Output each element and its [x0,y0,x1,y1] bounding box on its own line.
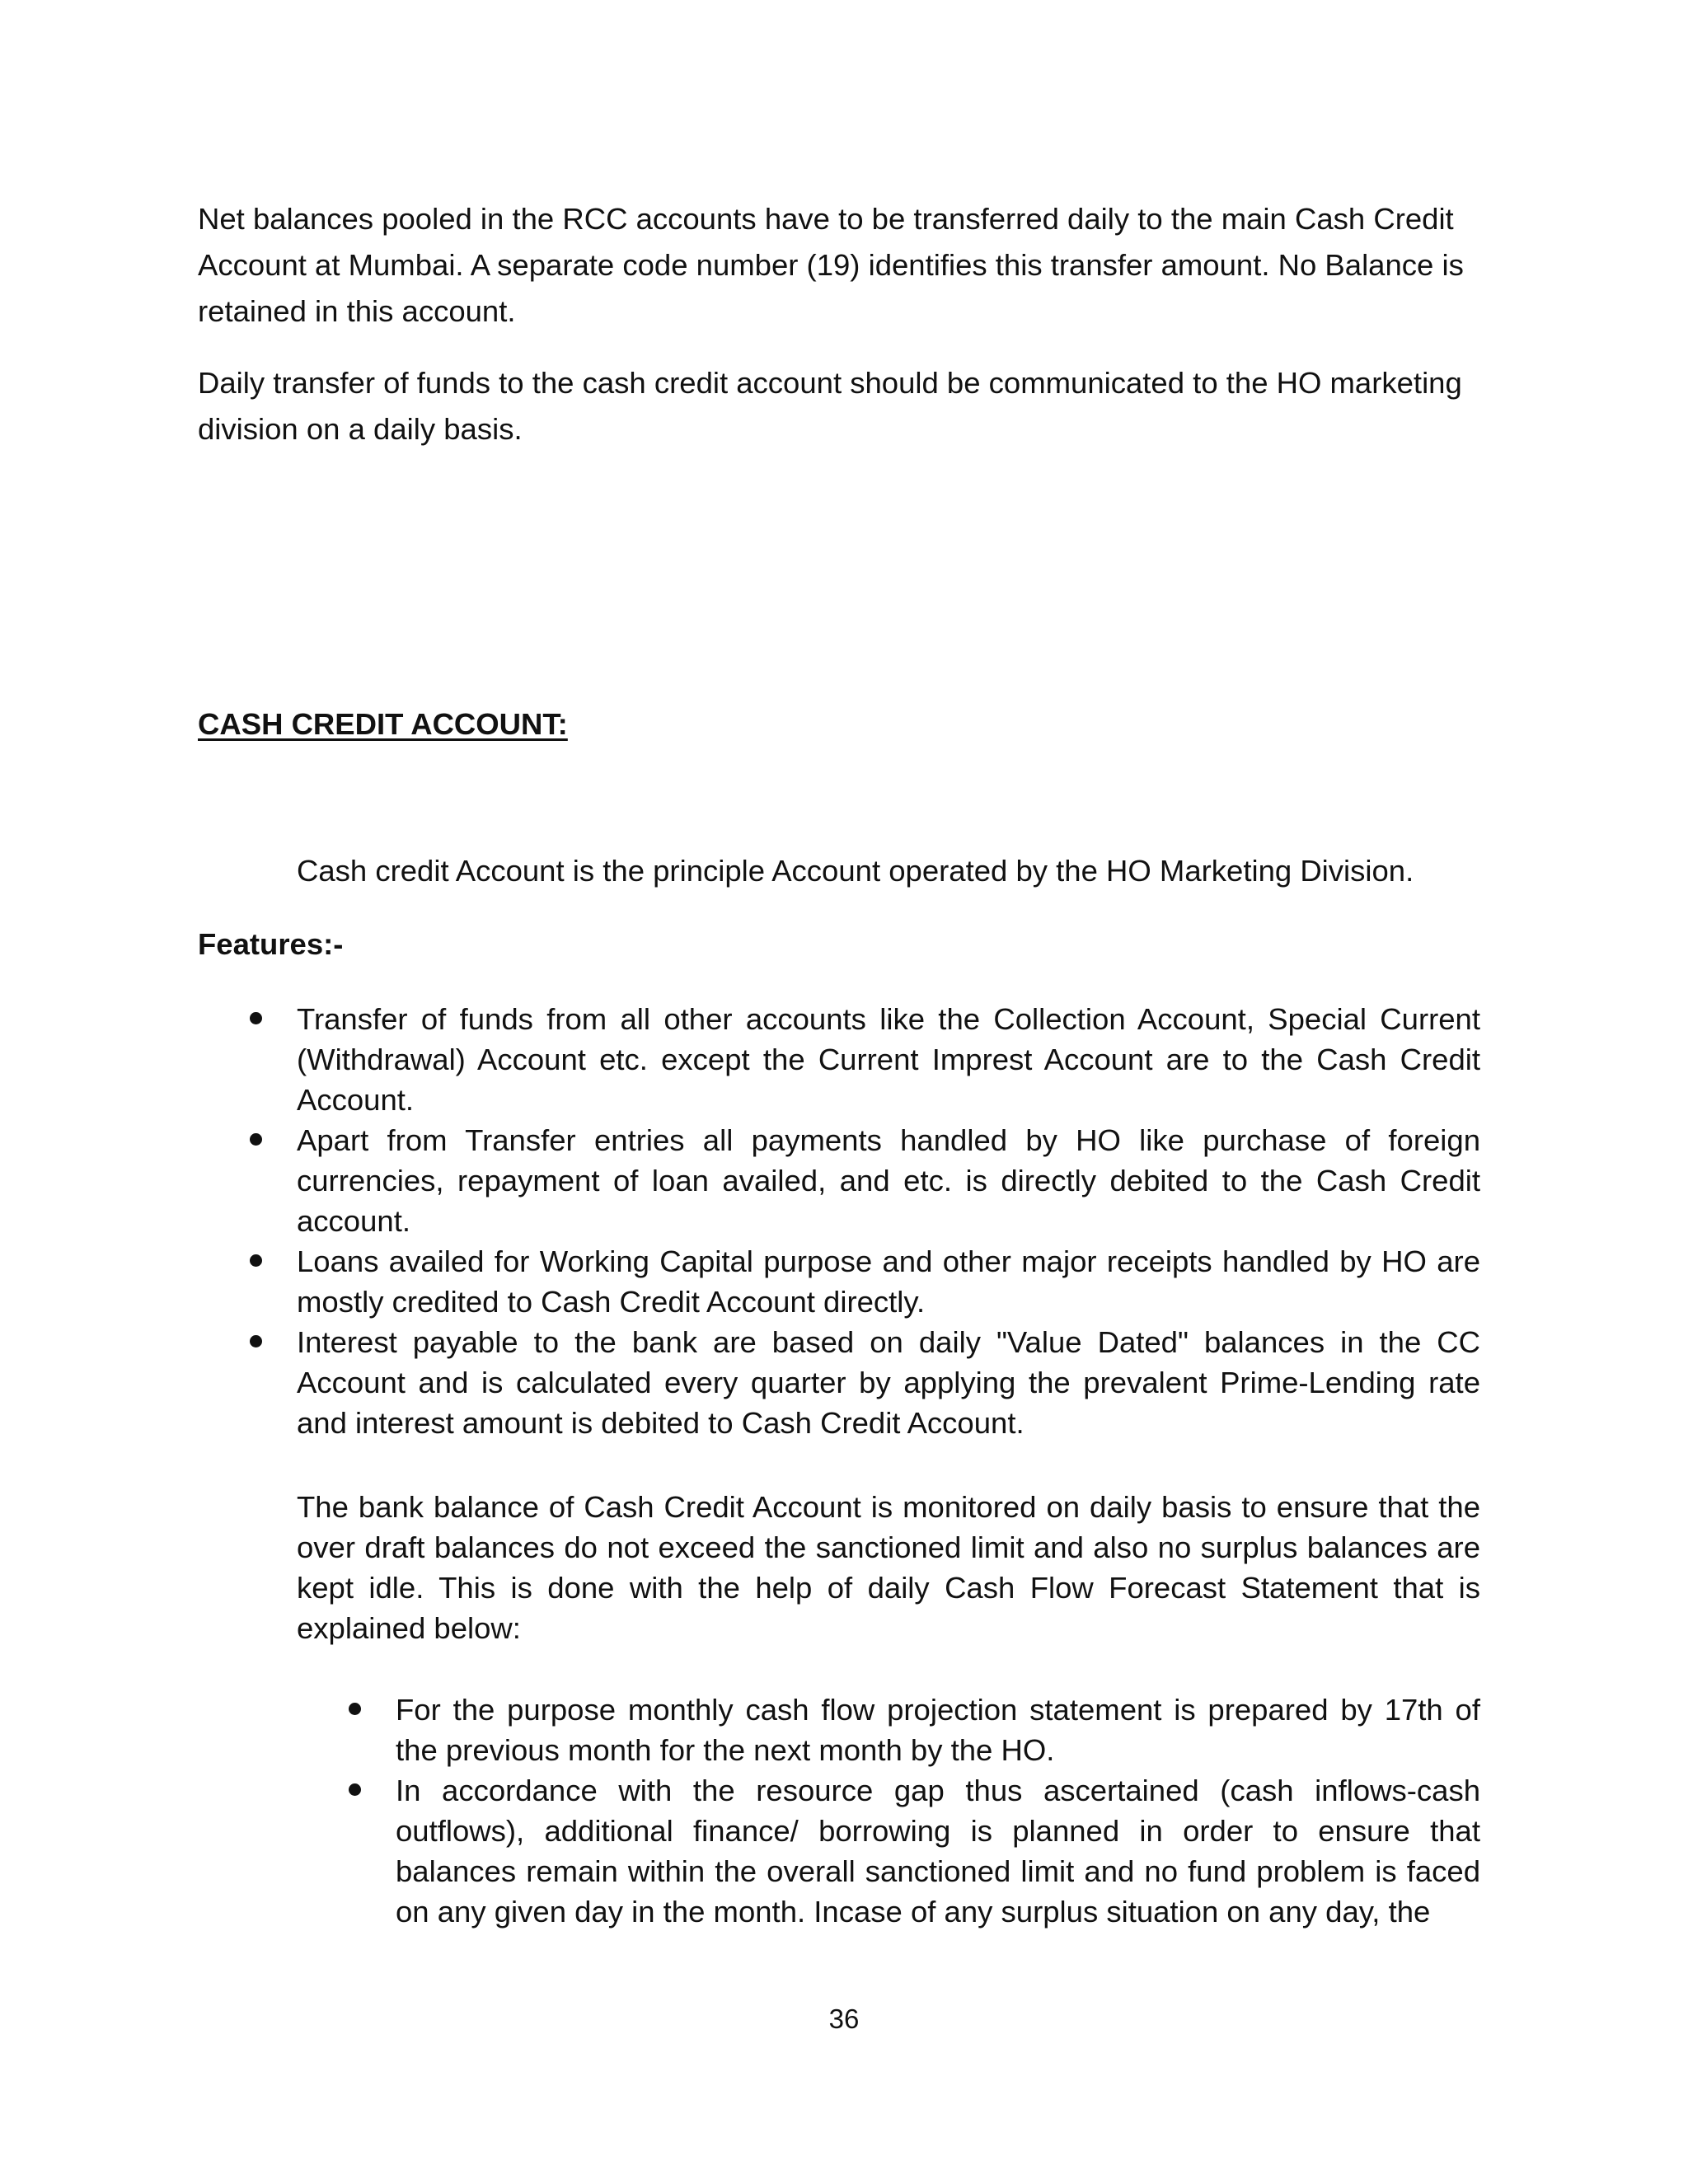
paragraph-monitoring: The bank balance of Cash Credit Account is monitored on daily basis to ensure that the over draft balances do not exceed the sanctioned limit and also no surplus balances are kept idle. This is done with the help of daily Cash Flow Forecast Statement that is explained below: [297,1490,1480,1645]
list-item-text: In accordance with the resource gap thus ascertained (cash inflows-cash outflows), additional finance/ borrowing is planned in order to ensure that balances remain within the overall sanctioned limit and no fund problem is faced on any given day in the month. Incase of any surplus situation on any day, the [396,1774,1480,1929]
forecast-list [396,1690,1480,1932]
list-item-text: Transfer of funds from all other accounts like the Collection Account, Special Current (Withdrawal) Account etc. except the Current Imprest Account are to the Cash Credit Account. [297,1002,1480,1117]
features-list [297,999,1480,1443]
bullet-icon [349,1703,361,1715]
list-item-text: For the purpose monthly cash flow projection statement is prepared by 17th of the previous month for the next month by the HO. [396,1693,1480,1767]
bullet-icon [349,1783,361,1796]
bullet-icon [250,1133,262,1146]
bullet-icon [250,1012,262,1024]
list-item-text: Apart from Transfer entries all payments handled by HO like purchase of foreign currencies, repayment of loan availed, and etc. is directly debited to the Cash Credit account. [297,1123,1480,1238]
list-item [297,999,1480,1120]
list-item [297,1322,1480,1443]
list-item [297,1241,1480,1322]
list-item-text: Interest payable to the bank are based on daily "Value Dated" balances in the CC Account and is calculated every quarter by applying the prevalent Prime-Lending rate and interest amount is debited to Cash Credit Account. [297,1325,1480,1440]
paragraph-rcc-transfer: Net balances pooled in the RCC accounts have to be transferred daily to the main Cash Credit Account at Mumbai. A separate code number (19) identifies this transfer amount. No Balance is retained in this account. [198,202,1464,328]
paragraph-daily-transfer: Daily transfer of funds to the cash credit account should be communicated to the HO marketing division on a daily basis. [198,366,1462,446]
section-heading: CASH CREDIT ACCOUNT: [198,707,568,741]
list-item-text: Loans availed for Working Capital purpose and other major receipts handled by HO are mostly credited to Cash Credit Account directly. [297,1244,1480,1319]
page-number: 36 [828,2004,860,2034]
section-intro: Cash credit Account is the principle Account operated by the HO Marketing Division. [297,854,1414,888]
list-item [396,1690,1480,1770]
list-item [396,1770,1480,1932]
features-label: Features:- [198,927,344,961]
bullet-icon [250,1254,262,1267]
list-item [297,1120,1480,1241]
bullet-icon [250,1335,262,1347]
